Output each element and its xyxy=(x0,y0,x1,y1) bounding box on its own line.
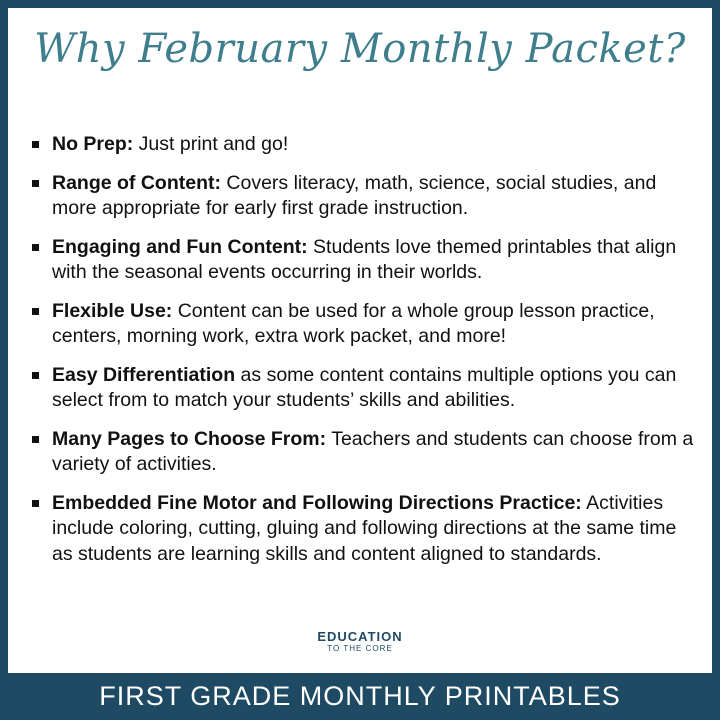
list-item xyxy=(30,132,700,158)
item-heading: Engaging and Fun Content: xyxy=(52,235,308,258)
feature-list xyxy=(30,132,700,580)
item-heading: Embedded Fine Motor and Following Directions Practice: xyxy=(52,491,582,514)
list-item xyxy=(30,171,700,222)
logo-sub-text: TO THE CORE xyxy=(327,644,393,653)
bullet-icon xyxy=(32,436,39,443)
bullet-icon xyxy=(32,141,39,148)
bullet-icon xyxy=(32,244,39,251)
item-text: Teachers and students can choose from a variety of activities. xyxy=(52,427,694,475)
item-heading: Easy Differentiation xyxy=(52,363,236,386)
bullet-icon xyxy=(32,308,39,315)
item-heading: Many Pages to Choose From: xyxy=(52,427,327,450)
item-text: Covers literacy, math, science, social studies, and more appropriate for early first grade instruction. xyxy=(52,171,657,219)
list-item xyxy=(30,363,700,414)
brand-logo xyxy=(8,630,712,654)
footer-banner: FIRST GRADE MONTHLY PRINTABLES xyxy=(99,681,621,711)
content-panel xyxy=(8,8,712,673)
list-item xyxy=(30,427,700,478)
list-item xyxy=(30,299,700,350)
bullet-icon xyxy=(32,372,39,379)
item-heading: No Prep: xyxy=(52,133,134,155)
item-heading: Range of Content: xyxy=(52,171,221,194)
item-text: Just print and go! xyxy=(133,133,289,155)
list-item xyxy=(30,491,700,568)
list-item xyxy=(30,235,700,286)
page-title: Why February Monthly Packet? xyxy=(34,26,686,72)
item-text: as some content contains multiple options you can select from to match your students’ skills and abilities. xyxy=(52,363,677,411)
logo-main-text: EDUCATION xyxy=(317,629,403,644)
item-text: Activities include coloring, cutting, gluing and following directions at the same time as students are learning skills and content aligned to standards. xyxy=(52,491,677,565)
item-text: Content can be used for a whole group lesson practice, centers, morning work, extra work packet, and more! xyxy=(52,299,655,347)
item-text: Students love themed printables that align with the seasonal events occurring in their worlds. xyxy=(52,235,677,283)
bullet-icon xyxy=(32,180,39,187)
bullet-icon xyxy=(32,500,39,507)
item-heading: Flexible Use: xyxy=(52,299,173,322)
